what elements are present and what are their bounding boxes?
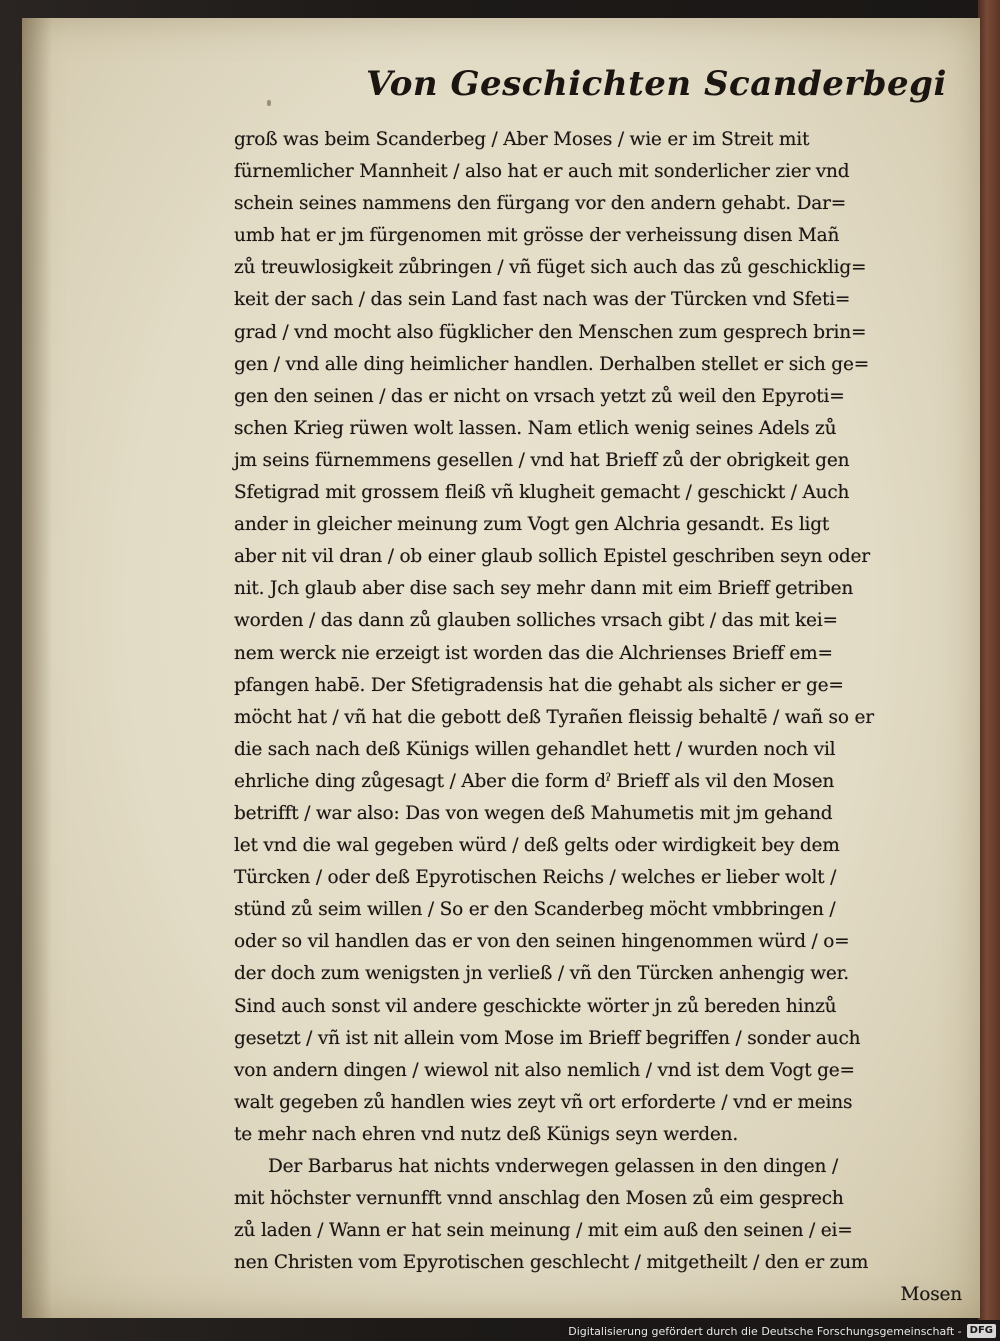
text-line: nem werck nie erzeigt ist worden das die Alchrienses Brieff em= bbox=[234, 642, 833, 664]
text-line: fürnemlicher Mannheit / also hat er auch mit sonderlicher zier vnd bbox=[234, 161, 850, 183]
text-line: gesetzt / vñ ist nit allein vom Mose im Brieff begriffen / sonder auch bbox=[234, 1027, 861, 1049]
text-line: umb hat er jm fürgenomen mit grösse der verheissung disen Mañ bbox=[234, 225, 840, 247]
text-line: groß was beim Scanderbeg / Aber Moses / wie er im Streit mit bbox=[234, 129, 810, 150]
text-line: Sfetigrad mit grossem fleiß vñ klugheit gemacht / geschickt / Auch bbox=[234, 482, 850, 504]
text-line: gen / vnd alle ding heimlicher handlen. Derhalben stellet er sich ge= bbox=[234, 353, 870, 375]
text-line: schein seines nammens den fürgang vor den andern gehabt. Dar= bbox=[234, 193, 847, 215]
paragraph-start-line: Der Barbarus hat nichts vnderwegen gelassen in den dingen / bbox=[268, 1156, 838, 1177]
text-line: pfangen habē. Der Sfetigradensis hat die gehabt als sicher er ge= bbox=[234, 674, 844, 696]
text-line: nen Christen vom Epyrotischen geschlecht / mitgetheilt / den er zum bbox=[234, 1252, 869, 1274]
text-line: ander in gleicher meinung zum Vogt gen Alchria gesandt. Es ligt bbox=[234, 514, 830, 536]
text-line: Sind auch sonst vil andere geschickte wörter jn zů bereden hinzů bbox=[234, 995, 837, 1017]
text-line: te mehr nach ehren vnd nutz deß Künigs seyn werden. bbox=[234, 1123, 739, 1145]
text-line: stünd zů seim willen / So er den Scanderbeg möcht vmbbringen / bbox=[234, 899, 836, 921]
text-line: die sach nach deß Künigs willen gehandlet hett / wurden noch vil bbox=[234, 738, 836, 760]
text-line: jm seins fürnemmens gesellen / vnd hat Brieff zů der obrigkeit gen bbox=[234, 449, 850, 471]
text-line: walt gegeben zů handlen wies zeyt vñ ort erforderte / vnd er meins bbox=[234, 1091, 853, 1113]
text-line: worden / das dann zů glauben solliches vrsach gibt / das mit kei= bbox=[234, 610, 838, 632]
text-line: grad / vnd mocht also fügklicher den Menschen zum gesprech brin= bbox=[234, 321, 867, 343]
book-cover-edge bbox=[978, 0, 1000, 1320]
text-block bbox=[234, 124, 964, 1311]
text-line: let vnd die wal gegeben würd / deß gelts oder wirdigkeit bey dem bbox=[234, 835, 840, 857]
text-line: schen Krieg rüwen wolt lassen. Nam etlich wenig seines Adels zů bbox=[234, 417, 837, 439]
text-line: Türcken / oder deß Epyrotischen Reichs / welches er lieber wolt / bbox=[234, 867, 837, 889]
book-page bbox=[22, 18, 980, 1318]
text-line: keit der sach / das sein Land fast nach was der Türcken vnd Sfeti= bbox=[234, 289, 851, 311]
credit-text: Digitalisierung gefördert durch die Deutsche Forschungsgemeinschaft - bbox=[568, 1324, 962, 1338]
text-line: oder so vil handlen das er von den seinen hingenommen würd / o= bbox=[234, 931, 850, 953]
text-line: zů treuwlosigkeit zůbringen / vñ füget sich auch das zů geschicklig= bbox=[234, 257, 867, 279]
text-line: ehrliche ding zůgesagt / Aber die form dˀ Brieff als vil den Mosen bbox=[234, 770, 835, 792]
text-line: betrifft / war also: Das von wegen deß Mahumetis mit jm gehand bbox=[234, 802, 833, 824]
text-line: zů laden / Wann er hat sein meinung / mit eim auß den seinen / ei= bbox=[234, 1220, 853, 1242]
paper-mark bbox=[267, 100, 271, 106]
text-line: mit höchster vernunfft vnnd anschlag den Mosen zů eim gesprech bbox=[234, 1188, 844, 1210]
text-line: der doch zum wenigsten jn verließ / vñ den Türcken anhengig wer. bbox=[234, 963, 849, 985]
text-line: nit. Jch glaub aber dise sach sey mehr dann mit eim Brieff getriben bbox=[234, 578, 854, 600]
text-line: von andern dingen / wiewol nit also nemlich / vnd ist dem Vogt ge= bbox=[234, 1059, 855, 1081]
text-line: gen den seinen / das er nicht on vrsach yetzt zů weil den Epyroti= bbox=[234, 385, 845, 407]
dfg-logo: DFG bbox=[967, 1324, 996, 1338]
text-line: aber nit vil dran / ob einer glaub sollich Epistel geschriben seyn oder bbox=[234, 546, 870, 568]
gutter-shadow bbox=[22, 18, 52, 1318]
running-head: Von Geschichten Scanderbegi bbox=[366, 64, 947, 104]
text-line: möcht hat / vñ hat die gebott deß Tyrañen fleissig behaltē / wañ so er bbox=[234, 706, 874, 728]
digitization-credit bbox=[560, 1321, 1000, 1341]
catchword: Mosen bbox=[900, 1284, 962, 1306]
